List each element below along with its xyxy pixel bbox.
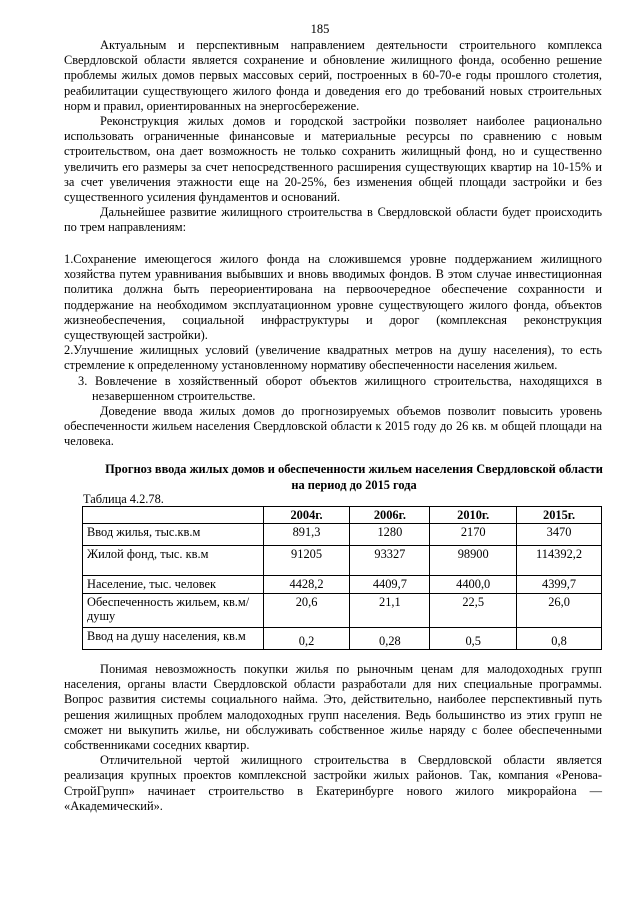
table-cell: 891,3: [263, 524, 350, 546]
forecast-section: [64, 404, 602, 450]
direction-item-3: 3. Вовлечение в хозяйственный оборот объектов жилищного строительства, находящихся в незавершенном строительстве.: [78, 373, 602, 403]
table-cell: 1280: [350, 524, 430, 546]
table-cell: 4400,0: [430, 576, 517, 594]
table-row: [83, 628, 602, 650]
row-label: Население, тыс. человек: [83, 576, 264, 594]
table-cell: 91205: [263, 546, 350, 576]
table-header-row: [83, 507, 602, 524]
table-cell: 93327: [350, 546, 430, 576]
table-cell: 3470: [517, 524, 602, 546]
table-cell: 114392,2: [517, 546, 602, 576]
directions-list: [64, 252, 602, 404]
paragraph-complex-development: Отличительной чертой жилищного строительства в Свердловской области является реализация крупных проектов комплексной застройки жилых районов. Так, компания «Ренова-СтройГрупп» начинает строительство в Екатеринбурге нового жилого микрорайона — «Академический».: [64, 753, 602, 813]
table-cell: 0,8: [517, 628, 602, 650]
table-header-cell: 2004г.: [263, 507, 350, 524]
table-cell: 21,1: [350, 594, 430, 628]
table-row: [83, 576, 602, 594]
closing-section: [64, 662, 602, 814]
direction-item-2: 2.Улучшение жилищных условий (увеличение квадратных метров на душу населения), то есть стремление к определенному установленному нормативу обеспеченности населения жильем.: [64, 343, 602, 373]
table-row: [83, 546, 602, 576]
table-cell: 4399,7: [517, 576, 602, 594]
table-header-cell: 2010г.: [430, 507, 517, 524]
row-label: Ввод на душу населения, кв.м: [83, 628, 264, 650]
row-label: Жилой фонд, тыс. кв.м: [83, 546, 264, 576]
page-number: 185: [310, 22, 330, 36]
table-cell: 20,6: [263, 594, 350, 628]
table-cell: 4409,7: [350, 576, 430, 594]
paragraph-directions-intro: Дальнейшее развитие жилищного строительства в Свердловской области будет происходить по трем направлениям:: [64, 205, 602, 235]
direction-item-1: 1.Сохранение имеющегося жилого фонда на сложившемся уровне поддержанием жилищного хозяйства путем уравнивания выбывших и вновь вводимых фондов. В этом случае инвестиционная политика должна быть переориентирована на первоочередное обеспечение сохранности и поддержание на необходимом эксплуатационном уровне существующего жилого фонда, объектов жизнеобеспечения, социальной инфраструктуры и дорог (комплексная реконструкция существующей застройки).: [64, 252, 602, 343]
table-cell: 98900: [430, 546, 517, 576]
table-cell: 0,5: [430, 628, 517, 650]
forecast-table: [82, 506, 602, 650]
paragraph-preservation: Актуальным и перспективным направлением деятельности строительного комплекса Свердловской области является сохранение и обновление жилищного фонда, особенно решение проблемы жилых домов первых массовых серий, построенных в 60-70-е годы прошлого столетия, реабилитации существующего жилого фонда и доведения его до требований новых строительных норм и правил, ориентированных на энергосбережение.: [64, 38, 602, 113]
table-header-cell: 2006г.: [350, 507, 430, 524]
table-cell: 22,5: [430, 594, 517, 628]
table-header-cell: [83, 507, 264, 524]
table-cell: 0,28: [350, 628, 430, 650]
table-cell: 26,0: [517, 594, 602, 628]
row-label: Обеспеченность жильем, кв.м/душу: [83, 594, 264, 628]
paragraph-social-rent: Понимая невозможность покупки жилья по рыночным ценам для малодоходных групп населения, органы власти Свердловской области разработали для них специальные программы. Вопрос развития системы социального найма. Это, действительно, наиболее перспективный путь решения жилищных проблем малодоходных групп населения. Ведь большинство из этих групп не сможет ни выкупить жилье, ни обслуживать собственное жилье наряду с более обеспеченными собственниками соседних квартир.: [64, 662, 602, 753]
paragraph-forecast: Доведение ввода жилых домов до прогнозируемых объемов позволит повысить уровень обеспеченности жильем населения Свердловской области к 2015 году до 26 кв. м общей площади на человека.: [64, 404, 602, 449]
table-cell: 4428,2: [263, 576, 350, 594]
intro-section: [64, 38, 602, 236]
table-title: Прогноз ввода жилых домов и обеспеченности жильем населения Свердловской области на период до 2015 года: [105, 462, 603, 492]
row-label: Ввод жилья, тыс.кв.м: [83, 524, 264, 546]
paragraph-reconstruction: Реконструкция жилых домов и городской застройки позволяет наиболее рационально использовать ограниченные финансовые и материальные ресурсы по сравнению с новым строительством, она дает возможность не только сохранить жилищный фонд, но и существенно увеличить его размеры за счет непосредственного расширения существующих квартир на 10-15% и за счет увеличения этажности еще на 20-25%, без изменения общей площади застройки и без существенного усиления фундаментов и оснований.: [64, 114, 602, 205]
table-caption: Таблица 4.2.78.: [83, 492, 164, 506]
table-header-cell: 2015г.: [517, 507, 602, 524]
table-row: [83, 594, 602, 628]
table-row: [83, 524, 602, 546]
table-cell: 2170: [430, 524, 517, 546]
table-cell: 0,2: [263, 628, 350, 650]
